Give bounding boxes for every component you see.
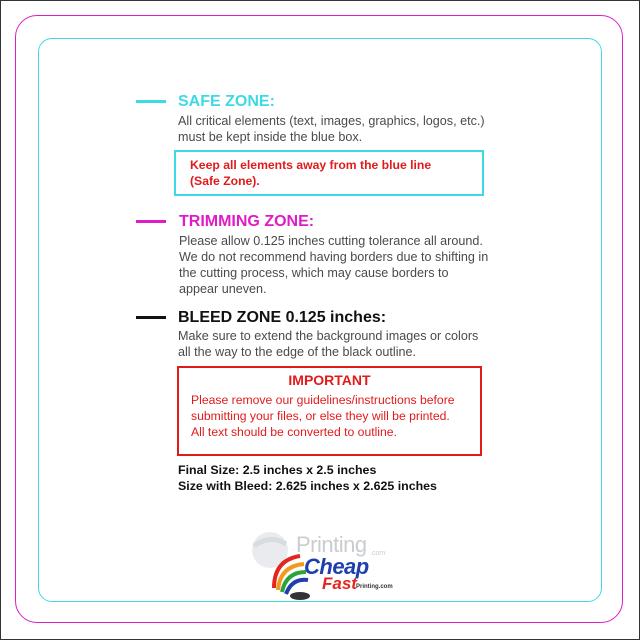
logo-printing-small-text: Printing.com — [356, 584, 393, 590]
safe-zone-description — [178, 113, 485, 145]
cheap-fast-printing-logo — [244, 530, 404, 602]
final-size: Final Size: 2.5 inches x 2.5 inches — [178, 463, 377, 477]
safe-zone-line: must be kept inside the blue box. — [178, 130, 363, 144]
trimming-zone-description — [179, 233, 488, 297]
trimming-zone-line: We do not recommend having borders due to shifting in — [179, 250, 489, 264]
logo-com-text: .com — [370, 550, 386, 557]
bleed-zone-line: all the way to the edge of the black outline. — [178, 345, 417, 359]
trimming-zone-line: Please allow 0.125 inches cutting tolerance all around. — [179, 234, 483, 248]
bleed-zone-description — [178, 328, 478, 360]
size-info — [178, 462, 437, 494]
bleed-zone-title: BLEED ZONE 0.125 inches: — [178, 309, 387, 326]
trimming-zone-line: appear uneven. — [179, 282, 267, 296]
safe-zone-notice-line: (Safe Zone). — [190, 174, 260, 188]
logo-printing-text: Printing — [296, 532, 367, 557]
trimming-zone-swatch — [136, 220, 166, 223]
safe-zone-swatch — [136, 100, 166, 103]
important-title: IMPORTANT — [288, 372, 371, 388]
safe-zone-notice-line: Keep all elements away from the blue line — [190, 158, 432, 172]
bleed-zone-line: Make sure to extend the background images or colors — [178, 329, 479, 343]
bleed-zone-swatch — [136, 316, 166, 319]
bleed-size: Size with Bleed: 2.625 inches x 2.625 inches — [178, 479, 437, 493]
trimming-zone-line: the cutting process, which may cause borders to — [179, 266, 449, 280]
trimming-zone-title: TRIMMING ZONE: — [179, 213, 315, 230]
safe-zone-notice — [174, 150, 484, 196]
important-line: Please remove our guidelines/instructions before — [191, 393, 455, 407]
important-notice — [177, 366, 482, 456]
important-line: submitting your files, or else they will be printed. — [191, 409, 450, 423]
safe-zone-line: All critical elements (text, images, graphics, logos, etc.) — [178, 114, 485, 128]
logo-cheap-text: Cheap — [304, 554, 369, 579]
important-line: All text should be converted to outline. — [191, 425, 397, 439]
logo-fast-text: Fast — [322, 574, 357, 593]
safe-zone-title: SAFE ZONE: — [178, 93, 275, 110]
